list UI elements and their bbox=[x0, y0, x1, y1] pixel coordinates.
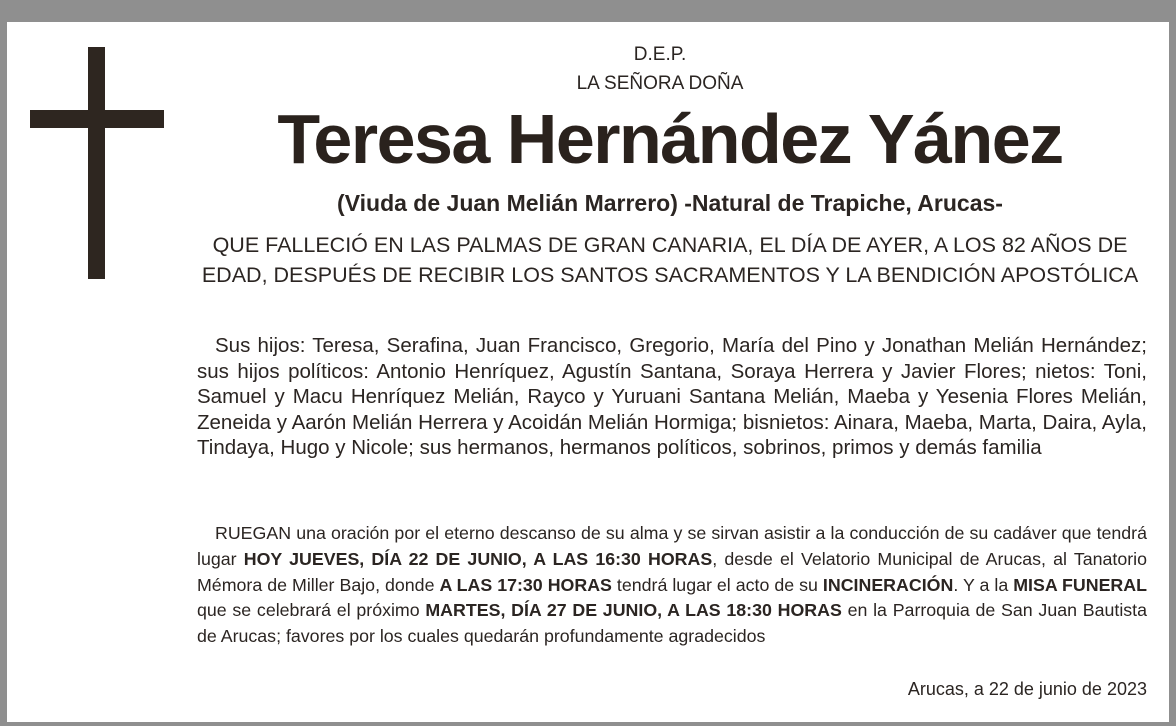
bold-segment-incineracion-time: A LAS 17:30 HORAS bbox=[439, 574, 612, 595]
funeral-details-paragraph bbox=[197, 521, 1147, 650]
bold-segment-incineracion: INCINERACIÓN bbox=[822, 574, 954, 595]
family-paragraph: Sus hijos: Teresa, Serafina, Juan Francisco, Gregorio, María del Pino y Jonathan Melián Hernández; sus hijos políticos: Antonio Henríquez, Agustín Santana, Soraya Herrera y Javier Flores; nietos: Toni, Samuel y Macu Henríquez Melián, Rayco y Yuruani Santana Melián, Maeba y Yesenia Flores Melián, Zeneida y Aarón Melián Herrera y Acoidán Melián Hormiga; bisnietos: Ainara, Maeba, Marta, Daira, Ayla, Tindaya, Hugo y Nicole; sus hermanos, hermanos políticos, sobrinos, primos y demás familia bbox=[197, 334, 1147, 459]
text-segment: en la Parroquia de San Juan Bautista de Arucas; favores por los cuales quedarán profundamente agradecidos bbox=[197, 600, 1147, 647]
deceased-name: Teresa Hernández Yánez bbox=[277, 100, 1063, 178]
bold-segment-misa-funeral: MISA FUNERAL bbox=[1013, 574, 1147, 595]
text-segment: tendrá lugar el acto de su bbox=[611, 574, 823, 595]
dep-label: D.E.P. bbox=[633, 44, 687, 65]
cross-vertical-bar bbox=[88, 47, 105, 279]
text-segment: RUEGAN una oración por el eterno descanso de su alma y se sirvan asistir a la conducción de su cadáver que tendrá lugar bbox=[197, 523, 1147, 569]
bold-segment-misa-time: MARTES, DÍA 27 DE JUNIO, A LAS 18:30 HORAS bbox=[425, 600, 842, 621]
bold-segment-conduccion-time: HOY JUEVES, DÍA 22 DE JUNIO, A LAS 16:30 HORAS bbox=[243, 548, 713, 569]
death-announcement: QUE FALLECIÓ EN LAS PALMAS DE GRAN CANARIA, EL DÍA DE AYER, A LOS 82 AÑOS DE EDAD, DESPUÉS DE RECIBIR LOS SANTOS SACRAMENTOS Y LA BENDICIÓN APOSTÓLICA bbox=[201, 233, 1139, 287]
cross-horizontal-bar bbox=[30, 110, 164, 128]
title-prefix: LA SEÑORA DOÑA bbox=[576, 73, 744, 94]
text-segment: , desde el Velatorio Municipal de Arucas, al Tanatorio Mémora de Miller Bajo, donde bbox=[197, 548, 1147, 595]
text-segment: . Y a la bbox=[953, 574, 1014, 595]
place-date: Arucas, a 22 de junio de 2023 bbox=[907, 679, 1147, 699]
text-segment: que se celebrará el próximo bbox=[197, 600, 426, 621]
subtitle: (Viuda de Juan Melián Marrero) -Natural de Trapiche, Arucas- bbox=[337, 190, 1003, 216]
